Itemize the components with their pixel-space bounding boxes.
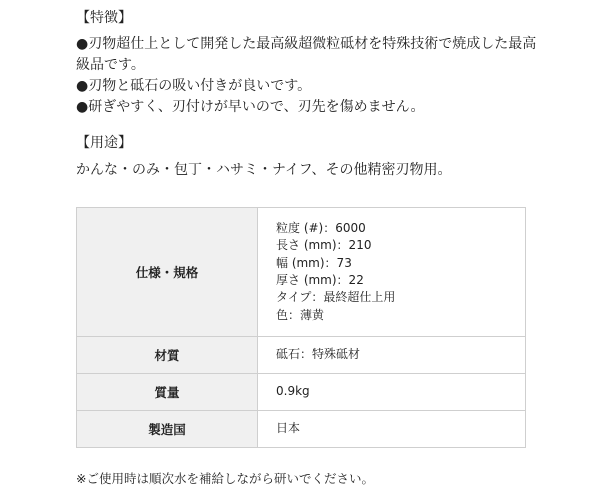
- table-row: [77, 411, 526, 448]
- feature-item: ●研ぎやすく、刃付けが早いので、刃先を傷めません。: [76, 99, 425, 115]
- usage-text: かんな・のみ・包丁・ハサミ・ナイフ、その他精密刃物用。: [76, 162, 452, 178]
- spec-value: [258, 208, 526, 337]
- spec-table: [76, 207, 526, 448]
- spec-thickness: 厚さ (mm)：22: [276, 273, 364, 287]
- usage-note: ※ご使用時は順次水を補給しながら研いでください。: [76, 471, 374, 486]
- spec-length: 長さ (mm)：210: [276, 238, 372, 253]
- feature-item: ●刃物と砥石の吸い付きが良いです。: [76, 78, 312, 94]
- table-row: [77, 208, 526, 337]
- material-value: 砥石：特殊砥材: [258, 337, 526, 374]
- weight-label: 質量: [77, 374, 258, 411]
- origin-value: 日本: [258, 411, 526, 448]
- spec-label: 仕様・規格: [77, 208, 258, 337]
- features-heading: 【特徴】: [76, 10, 132, 26]
- feature-item: ●刃物超仕上として開発した最高級超微粒砥材を特殊技術で焼成した最高級品です。: [76, 36, 537, 73]
- spec-grit: 粒度 (#)：6000: [276, 220, 366, 235]
- spec-type: タイプ：最終超仕上用: [276, 290, 396, 305]
- origin-label: 製造国: [77, 411, 258, 448]
- table-row: [77, 337, 526, 374]
- features-list: [76, 34, 546, 118]
- material-label: 材質: [77, 337, 258, 374]
- spec-width: 幅 (mm)：73: [276, 255, 352, 270]
- weight-value: 0.9kg: [258, 374, 526, 411]
- usage-heading: 【用途】: [76, 135, 132, 151]
- spec-color: 色：薄黄: [276, 307, 325, 322]
- table-row: [77, 374, 526, 411]
